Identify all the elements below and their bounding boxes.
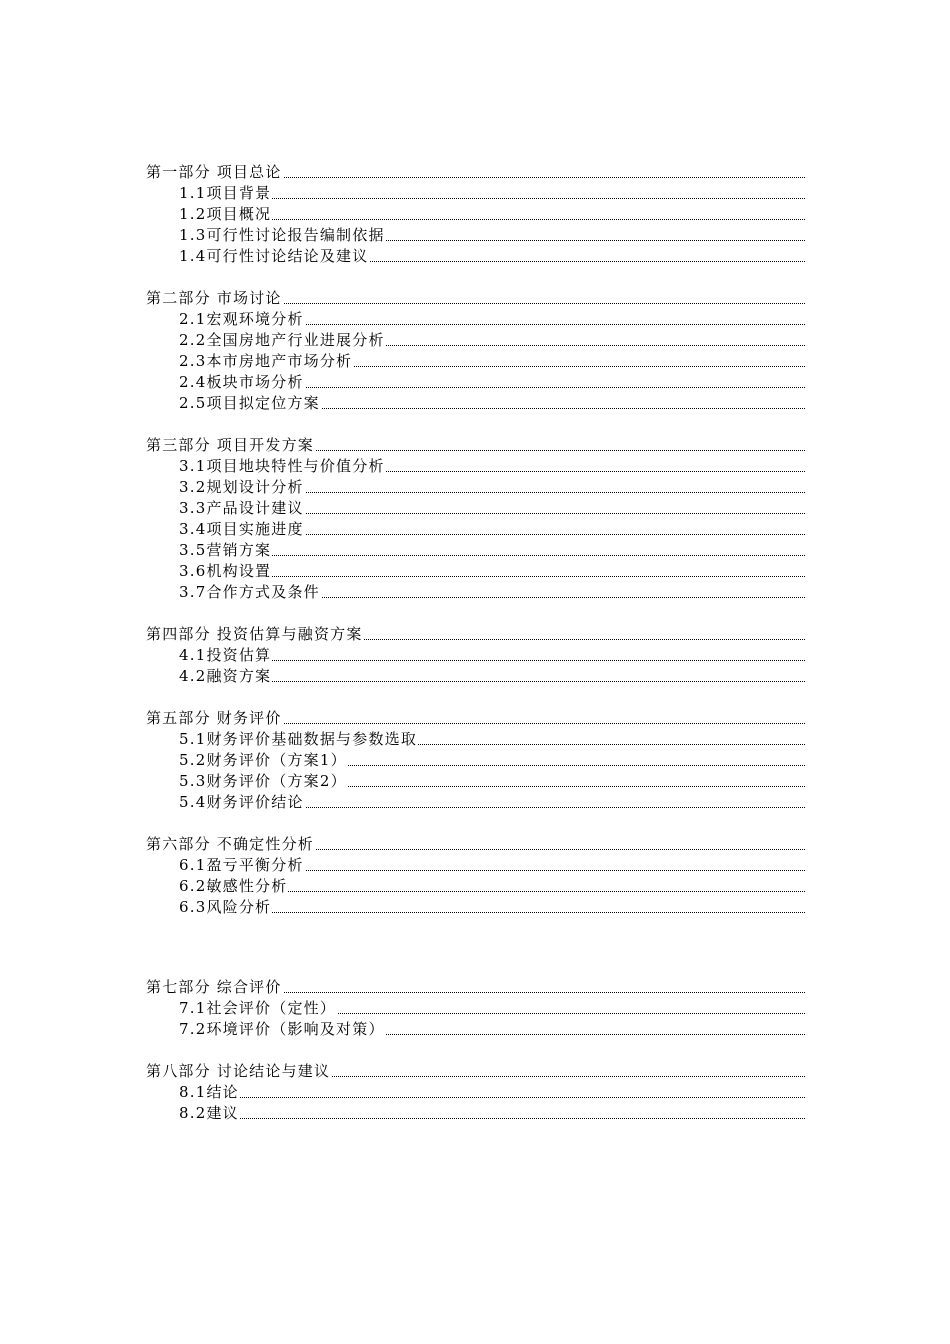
toc-item[interactable]: [0, 498, 950, 519]
dot-leader: [179, 219, 805, 220]
toc-section-3[interactable]: [0, 435, 950, 456]
toc-item-label: 3.7合作方式及条件: [179, 583, 320, 601]
toc-item-label: 6.2敏感性分析: [179, 877, 288, 895]
toc-item[interactable]: [0, 750, 950, 771]
dot-leader: [179, 198, 805, 199]
toc-item[interactable]: [0, 330, 950, 351]
toc-item[interactable]: [0, 729, 950, 750]
toc-item[interactable]: [0, 540, 950, 561]
dot-leader: [179, 1097, 805, 1098]
toc-section-5[interactable]: [0, 708, 950, 729]
toc-item-label: 2.1宏观环境分析: [179, 310, 304, 328]
toc-item[interactable]: [0, 897, 950, 918]
dot-leader: [179, 1118, 805, 1119]
toc-section-title: 第一部分 项目总论: [146, 163, 282, 181]
toc-item-label: 3.2规划设计分析: [179, 478, 304, 496]
toc-item-label: 5.1财务评价基础数据与参数选取: [179, 730, 418, 748]
toc-item-label: 4.2融资方案: [179, 667, 272, 685]
toc-item[interactable]: [0, 582, 950, 603]
toc-item[interactable]: [0, 876, 950, 897]
toc-section-title: 第三部分 项目开发方案: [146, 436, 314, 454]
toc-section-7[interactable]: [0, 977, 950, 998]
toc-item[interactable]: [0, 246, 950, 267]
dot-leader: [179, 576, 805, 577]
toc-item[interactable]: [0, 456, 950, 477]
toc-section-8[interactable]: [0, 1061, 950, 1082]
toc-section-4[interactable]: [0, 624, 950, 645]
toc-item[interactable]: [0, 183, 950, 204]
toc-item-label: 5.3财务评价（方案2）: [179, 772, 347, 790]
toc-item-label: 6.1盈亏平衡分析: [179, 856, 304, 874]
toc-item-label: 5.4财务评价结论: [179, 793, 304, 811]
toc-item[interactable]: [0, 393, 950, 414]
toc-item-label: 3.1项目地块特性与价值分析: [179, 457, 385, 475]
toc-item-label: 3.4项目实施进度: [179, 520, 304, 538]
toc-item[interactable]: [0, 771, 950, 792]
toc-item-label: 2.4板块市场分析: [179, 373, 304, 391]
toc-item[interactable]: [0, 792, 950, 813]
toc-item-label: 3.5营销方案: [179, 541, 272, 559]
toc-item[interactable]: [0, 998, 950, 1019]
toc-item-label: 4.1投资估算: [179, 646, 272, 664]
toc-item[interactable]: [0, 561, 950, 582]
toc-item-label: 8.1结论: [179, 1083, 239, 1101]
toc-item[interactable]: [0, 1082, 950, 1103]
toc-item[interactable]: [0, 645, 950, 666]
toc-item-label: 2.3本市房地产市场分析: [179, 352, 353, 370]
toc-item-label: 2.5项目拟定位方案: [179, 394, 320, 412]
toc-item[interactable]: [0, 204, 950, 225]
toc-section-title: 第七部分 综合评价: [146, 978, 282, 996]
toc-item-label: 5.2财务评价（方案1）: [179, 751, 347, 769]
toc-section-6[interactable]: [0, 834, 950, 855]
toc-item-label: 3.6机构设置: [179, 562, 272, 580]
dot-leader: [179, 660, 805, 661]
toc-item-label: 7.1社会评价（定性）: [179, 999, 337, 1017]
toc-section-title: 第六部分 不确定性分析: [146, 835, 314, 853]
toc-item[interactable]: [0, 519, 950, 540]
toc-section-title: 第二部分 市场讨论: [146, 289, 282, 307]
toc-item[interactable]: [0, 309, 950, 330]
dot-leader: [179, 681, 805, 682]
toc-section-1[interactable]: [0, 162, 950, 183]
toc-item[interactable]: [0, 855, 950, 876]
toc-item[interactable]: [0, 477, 950, 498]
toc-item[interactable]: [0, 225, 950, 246]
toc-item-label: 8.2建议: [179, 1104, 239, 1122]
toc-item[interactable]: [0, 666, 950, 687]
toc-section-2[interactable]: [0, 288, 950, 309]
toc-item-label: 1.1项目背景: [179, 184, 272, 202]
toc-item-label: 1.3可行性讨论报告编制依据: [179, 226, 385, 244]
dot-leader: [179, 555, 805, 556]
toc-item-label: 3.3产品设计建议: [179, 499, 304, 517]
toc-item[interactable]: [0, 372, 950, 393]
toc-item-label: 1.2项目概况: [179, 205, 272, 223]
toc-section-title: 第八部分 讨论结论与建议: [146, 1062, 331, 1080]
toc-section-title: 第四部分 投资估算与融资方案: [146, 625, 363, 643]
toc-item-label: 2.2全国房地产行业进展分析: [179, 331, 385, 349]
toc-section-title: 第五部分 财务评价: [146, 709, 282, 727]
toc-item-label: 7.2环境评价（影响及对策）: [179, 1020, 385, 1038]
toc-item[interactable]: [0, 1019, 950, 1040]
toc-item[interactable]: [0, 351, 950, 372]
toc-item-label: 6.3风险分析: [179, 898, 272, 916]
toc-item[interactable]: [0, 1103, 950, 1124]
toc-item-label: 1.4可行性讨论结论及建议: [179, 247, 369, 265]
dot-leader: [179, 912, 805, 913]
